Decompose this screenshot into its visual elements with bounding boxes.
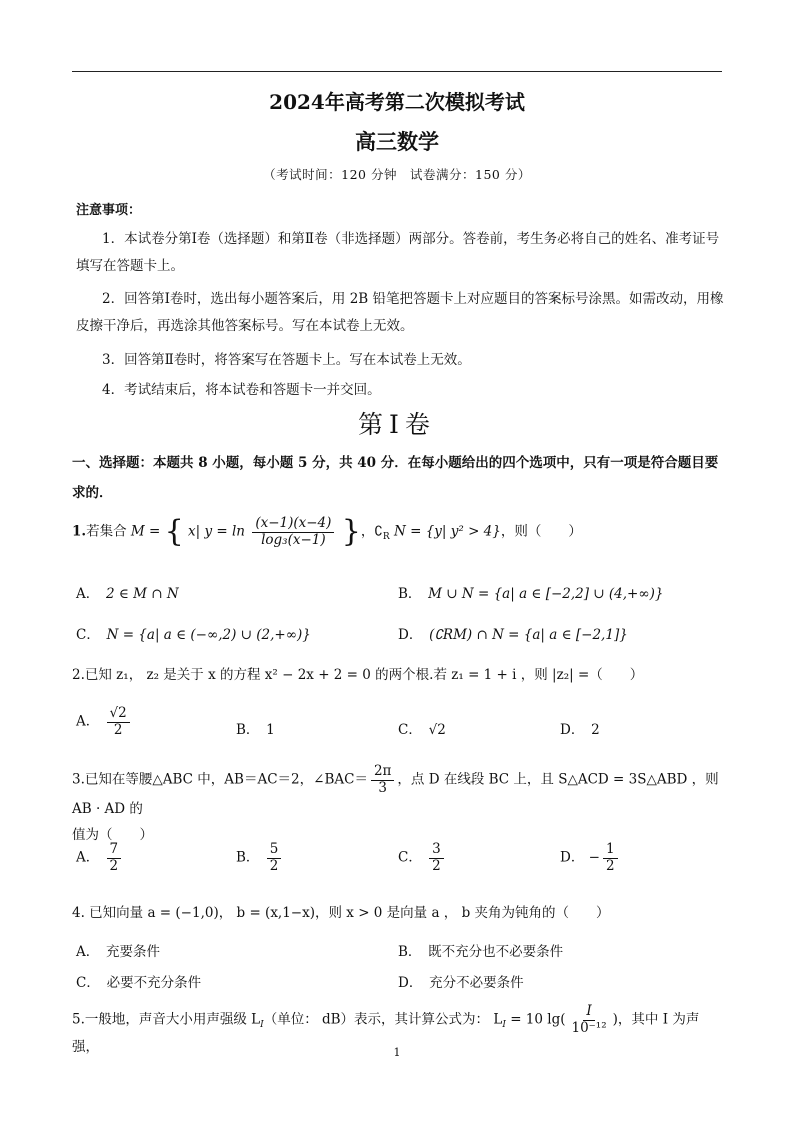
exam-subject: 高三数学 [355, 129, 439, 154]
fraction: $\frac{(x-1)(x-4)}{\text{log₃(x−1)}}$ [252, 516, 334, 548]
right-brace: } [341, 514, 361, 550]
question-number: 1. [72, 523, 87, 540]
top-rule [72, 71, 722, 72]
q4-option-d: D． 充分不必要条件 [398, 975, 524, 991]
q3-option-c: C． $\frac{3}{2}$ [398, 842, 447, 874]
notice-item-4: 4．考试结束后，将本试卷和答题卡一并交回。 [102, 382, 381, 398]
question-3: 3.已知在等腰△ABC 中，AB＝AC＝2，∠BAC＝ $\frac{2\pi}{3}$ ，点 D 在线段 BC 上，且 S△ACD = 3S△ABD ，则 AB · AD 的 值为（ ） [72, 763, 719, 844]
exam-info: （考试时间：120 分钟 试卷满分：150 分） [263, 167, 531, 182]
q2-option-a: A． $\frac{√2}{2}$ [76, 706, 133, 738]
question-5: 5.一般地，声音大小用声强级 $L_I$（单位： dB）表示，其计算公式为： $L_I = 10$ lg( $\frac{I}{\text{10⁻¹²}}$ )，其中 I 为声强， [72, 1003, 700, 1056]
q4-option-c: C． 必要不充分条件 [76, 975, 202, 991]
q1-option-c: C． N = {a| a ∈ (−∞,2) ∪ (2,+∞)} [76, 627, 311, 643]
page-number: 1 [393, 1046, 401, 1059]
question-4: 4. 已知向量 a = (−1,0)， b = (x,1−x)，则 x > 0 是向量 a ， b 夹角为钝角的（ ） [72, 905, 610, 921]
q4-option-a: A． 充要条件 [76, 944, 160, 960]
notice-item-2: 2．回答第Ⅰ卷时，选出每小题答案后，用 2B 铅笔把答题卡上对应题目的答案标号涂黑。如需改动，用橡皮擦干净后，再选涂其他答案标号。写在本试卷上无效。 [76, 291, 724, 334]
section-heading: 一、选择题：本题共 8 小题，每小题 5 分，共 40 分．在每小题给出的四个选项中，只有一项是符合题目要求的． [72, 455, 719, 501]
notice-heading: 注意事项： [76, 203, 142, 218]
q2-option-d: D． 2 [560, 722, 600, 738]
q1-option-a: A． 2 ∈ M ∩ N [76, 586, 179, 602]
notice-item-1: 1．本试卷分第Ⅰ卷（选择题）和第Ⅱ卷（非选择题）两部分。答卷前，考生务必将自己的姓名、准考证号填写在答题卡上。 [76, 231, 720, 274]
volume-heading: 第Ⅰ卷 [358, 410, 436, 439]
left-brace: { [164, 514, 184, 550]
q3-option-b: B． $\frac{5}{2}$ [236, 842, 284, 874]
notice-item-3: 3．回答第Ⅱ卷时，将答案写在答题卡上。写在本试卷上无效。 [102, 352, 471, 368]
q4-option-b: B． 既不充分也不必要条件 [398, 944, 564, 960]
q3-option-d: D． − $\frac{1}{2}$ [560, 842, 621, 874]
q3-option-a: A． $\frac{7}{2}$ [76, 842, 124, 874]
q1-option-b: B． M ∪ N = {a| a ∈ [−2,2] ∪ (4,+∞)} [398, 586, 664, 602]
q2-option-b: B． 1 [236, 722, 275, 738]
question-1: 1.若集合 M = { x| y = ln $\frac{(x-1)(x-4)}{\text{log₃(x−1)}}$ }，$∁_R$ N = {y| y² > 4}，则（ ） [72, 514, 582, 550]
q1-option-d: D． (∁RM) ∩ N = {a| a ∈ [−2,1]} [398, 627, 628, 643]
exam-title: 2024年高考第二次模拟考试 [269, 90, 525, 114]
q2-option-c: C． √2 [398, 722, 446, 738]
question-2: 2.已知 z₁， z₂ 是关于 x 的方程 x² − 2x + 2 = 0 的两个根.若 z₁ = 1 + i ，则 |z₂| =（ ） [72, 667, 644, 683]
